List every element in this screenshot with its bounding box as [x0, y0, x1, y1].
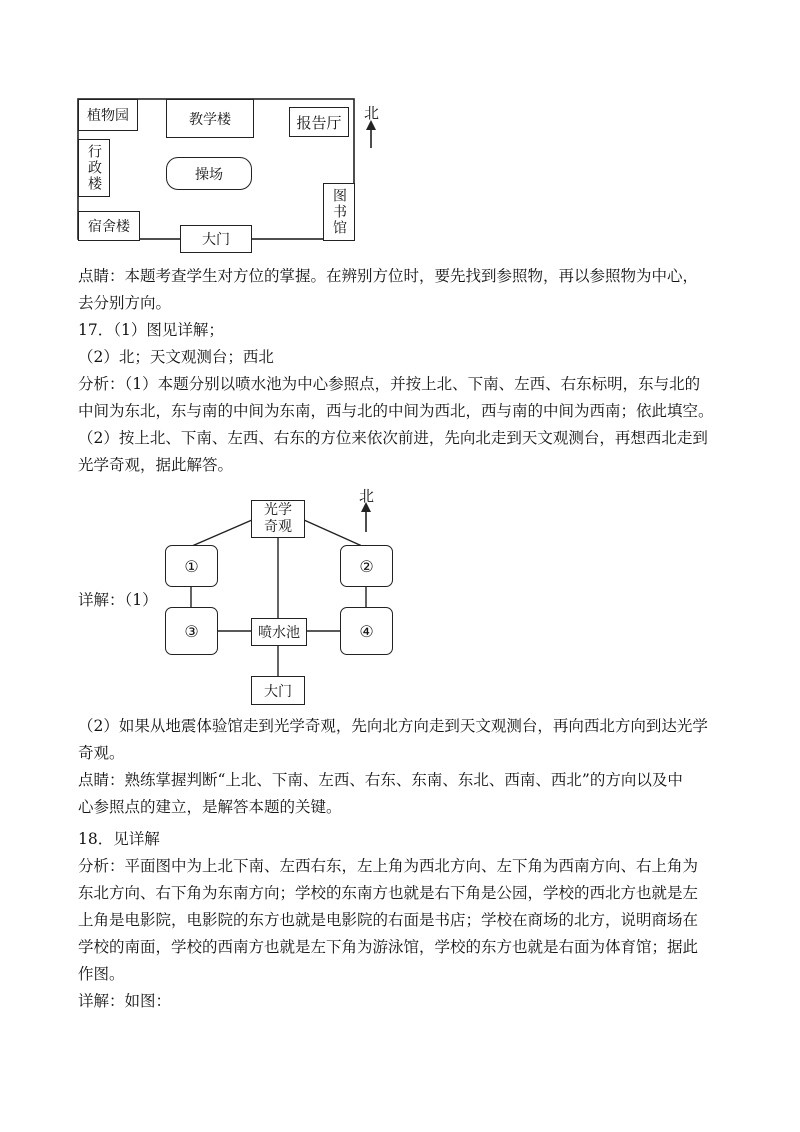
map1-gate: 大门	[180, 225, 252, 253]
map1-teaching-building: 教学楼	[166, 99, 254, 138]
map2-gate: 大门	[251, 676, 305, 705]
map1-library: 图书馆	[323, 183, 355, 241]
map1-dormitory: 宿舍楼	[78, 211, 140, 241]
text2-line-5: 18．见详解	[78, 830, 160, 848]
map2-line-top-left	[192, 520, 252, 546]
map2-optical-wonder	[251, 500, 305, 538]
text2-line-11: 详解：如图：	[78, 992, 172, 1010]
text2-line-10: 作图。	[78, 965, 125, 983]
text2-line-8: 上角是电影院，电影院的东方也就是电影院的右面是书店；学校在商场的北方，说明商场在	[78, 911, 699, 929]
map2-box-2: ②	[340, 545, 393, 587]
text2-line-2: 奇观。	[78, 744, 125, 762]
map1-lecture-hall: 报告厅	[289, 107, 349, 137]
text2-line-7: 东北方向、右下角为东南方向；学校的东南方也就是右下角是公园，学校的西北方也就是左	[78, 884, 699, 902]
text1-line-1: 点睛：本题考查学生对方位的掌握。在辨别方位时，要先找到参照物，再以参照物为中心，	[78, 267, 699, 285]
map2-label: 详解：（1）	[78, 591, 158, 609]
map2-optical-line2: 奇观	[264, 519, 292, 535]
map1-botanical-garden: 植物园	[78, 99, 138, 131]
map2-line-top-right	[304, 520, 362, 546]
text2-line-6: 分析：平面图中为上北下南、左西右东，左上角为西北方向、左下角为西南方向、右上角为	[78, 857, 699, 875]
text1-line-5: 分析：（1）本题分别以喷水池为中心参照点，并按上北、下南、左西、右东标明，东与北的	[78, 375, 701, 393]
map1-north-label: 北	[364, 104, 380, 122]
text1-line-3: 17．（1）图见详解；	[78, 321, 224, 339]
map2-fountain: 喷水池	[251, 618, 307, 646]
map2-box-4: ④	[340, 607, 393, 655]
text1-line-7: （2）按上北、下南、左西、右东的方位来依次前进，先向北走到天文观测台，再想西北走到	[78, 429, 708, 447]
map2-box-1: ①	[165, 545, 218, 587]
map1-playground: 操场	[166, 157, 252, 190]
map1-admin-building: 行政楼	[78, 139, 110, 197]
text1-line-6: 中间为东北，东与南的中间为东南，西与北的中间为西北，西与南的中间为西南；依此填空。	[78, 402, 714, 420]
map2-box-3: ③	[165, 607, 218, 655]
map2-north-label: 北	[359, 487, 375, 505]
map2-optical-line1: 光学	[264, 502, 292, 518]
text2-line-4: 心参照点的建立，是解答本题的关键。	[78, 798, 342, 816]
text1-line-8: 光学奇观，据此解答。	[78, 456, 234, 474]
text1-line-2: 去分别方向。	[78, 294, 172, 312]
text2-line-3: 点睛：熟练掌握判断“上北、下南、左西、右东、东南、东北、西南、西北”的方向以及中	[78, 771, 683, 789]
text2-line-1: （2）如果从地震体验馆走到光学奇观，先向北方向走到天文观测台，再向西北方向到达光学	[78, 717, 708, 735]
text1-line-4: （2）北；天文观测台；西北	[78, 348, 274, 366]
text2-line-9: 学校的南面，学校的西南方也就是左下角为游泳馆，学校的东方也就是右面为体育馆；据此	[78, 938, 699, 956]
